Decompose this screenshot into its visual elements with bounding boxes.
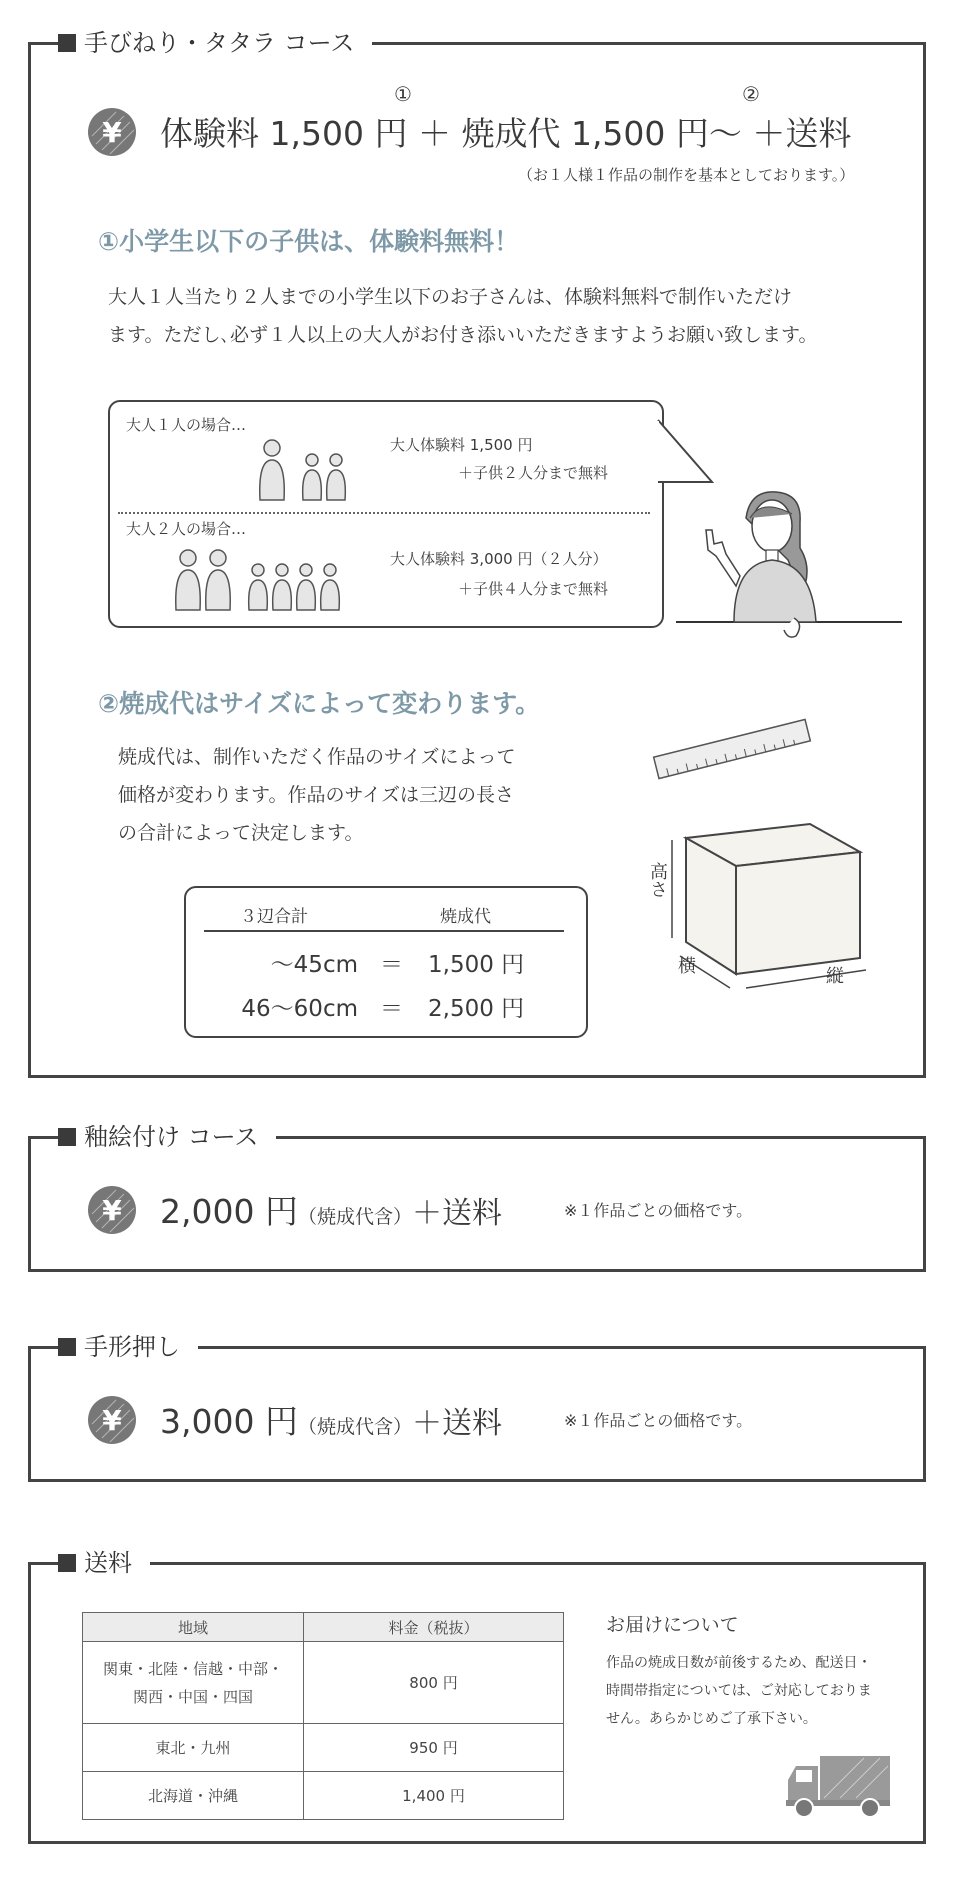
mark-1: ①: [394, 82, 412, 106]
fee-cell: 1,400 円: [304, 1772, 564, 1820]
table-row: [83, 1642, 564, 1724]
fee-experience: 体験料 1,500 円: [160, 114, 408, 153]
equals-sign: ＝: [380, 952, 403, 978]
people-case1-icon: [256, 438, 356, 502]
course2-price: [160, 1186, 502, 1233]
delivery-text-2: 時間帯指定については、ご対応しておりま: [606, 1683, 872, 1699]
box-label-width: 横: [678, 956, 696, 977]
price-value: 3,000 円: [160, 1402, 298, 1441]
case1-kids: ＋子供２人分まで無料: [458, 464, 609, 482]
case2-kids: ＋子供４人分まで無料: [458, 580, 609, 598]
size-table-rule: [204, 930, 564, 932]
free-text-2: ます。ただし､必ず１人以上の大人がお付き添いいただきますようお願い致します。: [108, 324, 818, 346]
yen-icon: [86, 1184, 138, 1236]
shipping-title: 送料: [58, 1546, 150, 1580]
firing-heading: ②焼成代はサイズによって変わります。: [98, 689, 541, 718]
size-col-sum: ３辺合計: [240, 907, 308, 927]
svg-text:¥: ¥: [102, 116, 122, 149]
fee-firing: 焼成代 1,500 円〜: [461, 114, 742, 153]
region-cell: 北海道・沖縄: [83, 1772, 304, 1820]
price-value: 2,000 円: [160, 1192, 298, 1231]
course2-note: ※１作品ごとの価格です。: [564, 1201, 753, 1220]
bubble-divider: [118, 512, 650, 514]
course1-price: [160, 108, 851, 155]
size-value: 〜45cm: [270, 952, 358, 978]
people-case2-icon: [174, 548, 344, 612]
price-included: （焼成代含）: [297, 1206, 412, 1228]
course3-note: ※１作品ごとの価格です。: [564, 1411, 753, 1430]
case1-label: 大人１人の場合…: [126, 416, 247, 434]
case1-fee: 大人体験料 1,500 円: [390, 436, 533, 454]
shipping-table: [82, 1612, 564, 1820]
price-included: （焼成代含）: [297, 1416, 412, 1438]
ruler-icon: [648, 716, 816, 782]
course2-title: 釉絵付け コース: [58, 1120, 276, 1154]
box-label-height: 高さ: [647, 862, 668, 898]
case2-label: 大人２人の場合…: [126, 520, 247, 538]
svg-text:¥: ¥: [102, 1404, 122, 1437]
free-text-1: 大人１人当たり２人までの小学生以下のお子さんは、体験料無料で制作いただけ: [108, 286, 793, 308]
mark-2: ②: [742, 82, 760, 106]
price-shipping: ＋送料: [411, 1406, 502, 1441]
teacher-icon: [676, 490, 902, 652]
firing-text-3: の合計によって決定します。: [118, 822, 364, 844]
fee-cell: 950 円: [304, 1724, 564, 1772]
truck-icon: [784, 1752, 892, 1820]
col-fee: 料金（税抜）: [304, 1613, 564, 1642]
free-heading: ①小学生以下の子供は、体験料無料！: [98, 227, 520, 256]
size-value: 46〜60cm: [241, 996, 358, 1022]
svg-text:¥: ¥: [102, 1194, 122, 1227]
delivery-text-3: せん。あらかじめご了承下さい。: [606, 1711, 817, 1727]
course3-price: [160, 1396, 502, 1443]
region-line: 関西・中国・四国: [132, 1687, 253, 1706]
region-line: 関東・北陸・信越・中部・: [102, 1659, 283, 1678]
course3-title: 手形押し: [58, 1330, 198, 1364]
plus-sign: ＋: [417, 114, 451, 153]
firing-text-2: 価格が変わります。作品のサイズは三辺の長さ: [118, 784, 514, 806]
course1-note: （お１人様１作品の制作を基本としております。）: [518, 166, 855, 184]
bubble-tail: [656, 418, 716, 488]
firing-text-1: 焼成代は、制作いただく作品のサイズによって: [118, 746, 516, 768]
course1-title: 手びねり・タタラ コース: [58, 26, 372, 60]
fee-shipping: ＋送料: [752, 114, 852, 153]
price-shipping: ＋送料: [411, 1196, 502, 1231]
size-col-price: 焼成代: [440, 907, 491, 927]
yen-icon: [86, 106, 138, 158]
fee-cell: 800 円: [304, 1642, 564, 1724]
yen-icon: [86, 1394, 138, 1446]
size-price: 1,500 円: [428, 952, 525, 978]
delivery-text-1: 作品の焼成日数が前後するため、配送日・: [606, 1655, 872, 1671]
col-region: 地域: [83, 1613, 304, 1642]
equals-sign: ＝: [380, 996, 403, 1022]
box-label-depth: 縦: [826, 966, 844, 987]
table-row: [83, 1772, 564, 1820]
delivery-title: お届けについて: [606, 1614, 739, 1636]
size-price: 2,500 円: [428, 996, 525, 1022]
case2-fee: 大人体験料 3,000 円（２人分）: [390, 550, 608, 568]
region-cell: 東北・九州: [83, 1724, 304, 1772]
region-cell: [83, 1642, 304, 1724]
table-row: [83, 1724, 564, 1772]
